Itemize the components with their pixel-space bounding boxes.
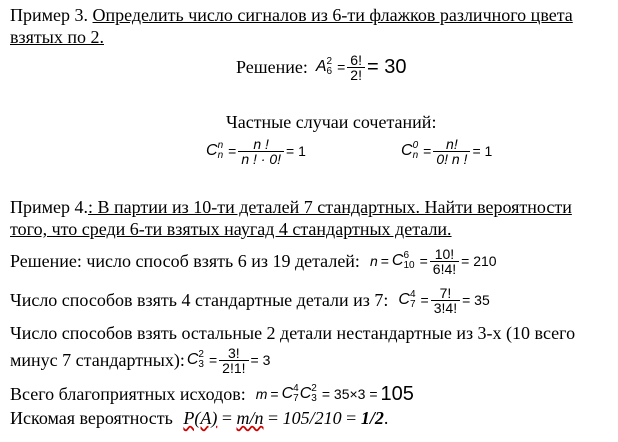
combination-sup: 4 (293, 383, 299, 394)
probability-ratio: m/n (236, 408, 264, 428)
combination-sub: 3 (311, 393, 317, 404)
fraction-numerator: n ! (238, 137, 284, 152)
example-3-title (10, 4, 573, 26)
arrangement-symbol: A (315, 58, 327, 75)
arrangement-fraction (347, 53, 365, 82)
example-4-solution-3-line1: Число способов взять остальные 2 детали нестандартные из 3-х (10 всего (10, 323, 576, 343)
example-3-solution: Решение: A 2 6 = $\frac{6!}{2!}$ = 30 (236, 51, 407, 83)
favorable-outcomes: Всего благоприятных исходов: m = C 4 7 C 2 3 = 35×3 = 105 (10, 383, 414, 405)
solution-2-result: = 35 (462, 292, 490, 308)
arrangement-sub: 6 (326, 66, 333, 77)
example-4-solution-3: минус 7 стандартных): C 2 3 = $\frac{3!}{2!1!}$ = 3 (10, 344, 271, 376)
special-case-2-result: = 1 (472, 143, 493, 159)
fraction-numerator: 6! (347, 53, 365, 68)
solution-3-text: минус 7 стандартных): (10, 350, 185, 370)
combination-symbol: C (299, 385, 312, 402)
combination-symbol: C (281, 385, 294, 402)
solution-1-fraction (430, 247, 459, 276)
example-3-label: Пример 3. (10, 5, 89, 25)
solution-1-text: Решение: число способ взять 6 из 19 деталей: (10, 251, 360, 271)
example-4-solution-1: Решение: число способ взять 6 из 19 деталей: n = C 6 10 = $\frac{10!}{6!4!}$ = 210 (10, 245, 497, 277)
combination-symbol: C (206, 142, 218, 159)
n-symbol: n (369, 253, 378, 269)
equals-sign: = (267, 408, 279, 428)
probability-text: Искомая вероятность (10, 408, 173, 428)
arrangement-sup: 2 (326, 56, 333, 67)
combination-sup: 0 (412, 140, 419, 151)
special-case-1-result: = 1 (286, 143, 306, 159)
period: . (383, 408, 389, 428)
favorable-calculation: = 35×3 = (321, 386, 378, 402)
example-4-title (10, 196, 572, 218)
combination-symbol: C (401, 142, 413, 159)
favorable-outcomes-text: Всего благоприятных исходов: (10, 384, 246, 404)
combination-sup: 2 (198, 349, 204, 360)
combination-sub: 10 (403, 260, 415, 271)
fraction-denominator: 2!1! (222, 359, 246, 376)
fraction-numerator: 10! (430, 247, 459, 262)
solution-1-result: = 210 (461, 253, 497, 269)
arrangement-indices (327, 57, 333, 77)
fraction-numerator: n! (433, 137, 470, 152)
combination-sub: n (412, 150, 419, 161)
special-case-1-fraction (238, 137, 284, 166)
arrangement-result: = 30 (366, 56, 407, 78)
solution-2-text: Число способов взять 4 стандартные детали из 7: (10, 290, 389, 310)
special-case-2-fraction (433, 137, 470, 166)
probability-result: 1/2 (360, 408, 384, 428)
combination-sub: 3 (198, 359, 204, 370)
equals-sign: = (221, 408, 232, 428)
solution-3-fraction (219, 346, 248, 375)
solution-3-result: = 3 (250, 352, 271, 368)
equals-sign: = (346, 408, 357, 428)
probability-fraction: 105/210 (282, 408, 342, 428)
combination-sub: 7 (409, 299, 416, 310)
combination-sup: 2 (311, 383, 317, 394)
combination-symbol: C (391, 252, 404, 269)
combination-sub: n (217, 150, 224, 161)
example-4-task-line1: : В партии из 10-ти деталей 7 стандартных. Найти вероятности (88, 197, 572, 217)
fraction-denominator: n ! · 0! (241, 150, 281, 167)
special-cases-heading: Частные случаи сочетаний: (226, 112, 437, 132)
combination-sub: 7 (293, 393, 299, 404)
fraction-denominator: 2! (350, 66, 362, 83)
example-3-task-line1: Определить число сигналов из 6-ти флажков различного цвета (92, 5, 573, 25)
probability-symbol: P(A) (183, 408, 218, 428)
example-4-label: Пример 4. (10, 197, 89, 217)
special-case-2: C 0 n = $\frac{n!}{0! n !}$ = 1 (401, 135, 493, 167)
solution-label: Решение: (236, 57, 308, 77)
combination-sup: 6 (403, 250, 410, 261)
example-3-task-line2: взятых по 2. (10, 27, 104, 47)
solution-2-fraction (431, 286, 460, 315)
m-symbol: m (255, 386, 268, 402)
special-case-1: C n n = $\frac{n !}{n ! \cdot 0!}$ = 1 (206, 135, 306, 167)
example-4-solution-2: Число способов взять 4 стандартные детали из 7: C 4 7 = $\frac{7!}{3!4!}$ = 35 (10, 284, 490, 316)
fraction-numerator: 7! (431, 286, 460, 301)
combination-symbol: C (186, 351, 199, 368)
combination-sup: n (217, 140, 224, 151)
favorable-result: 105 (380, 383, 414, 405)
example-4-task-line2: того, что среди 6-ти взятых наугад 4 стандартных детали. (10, 219, 452, 239)
combination-sup: 4 (409, 289, 416, 300)
fraction-denominator: 3!4! (433, 299, 458, 316)
fraction-numerator: 3! (219, 346, 248, 361)
combination-symbol: C (398, 291, 410, 308)
probability-line (10, 407, 388, 429)
fraction-denominator: 0! n ! (436, 150, 468, 167)
fraction-denominator: 6!4! (432, 260, 457, 277)
